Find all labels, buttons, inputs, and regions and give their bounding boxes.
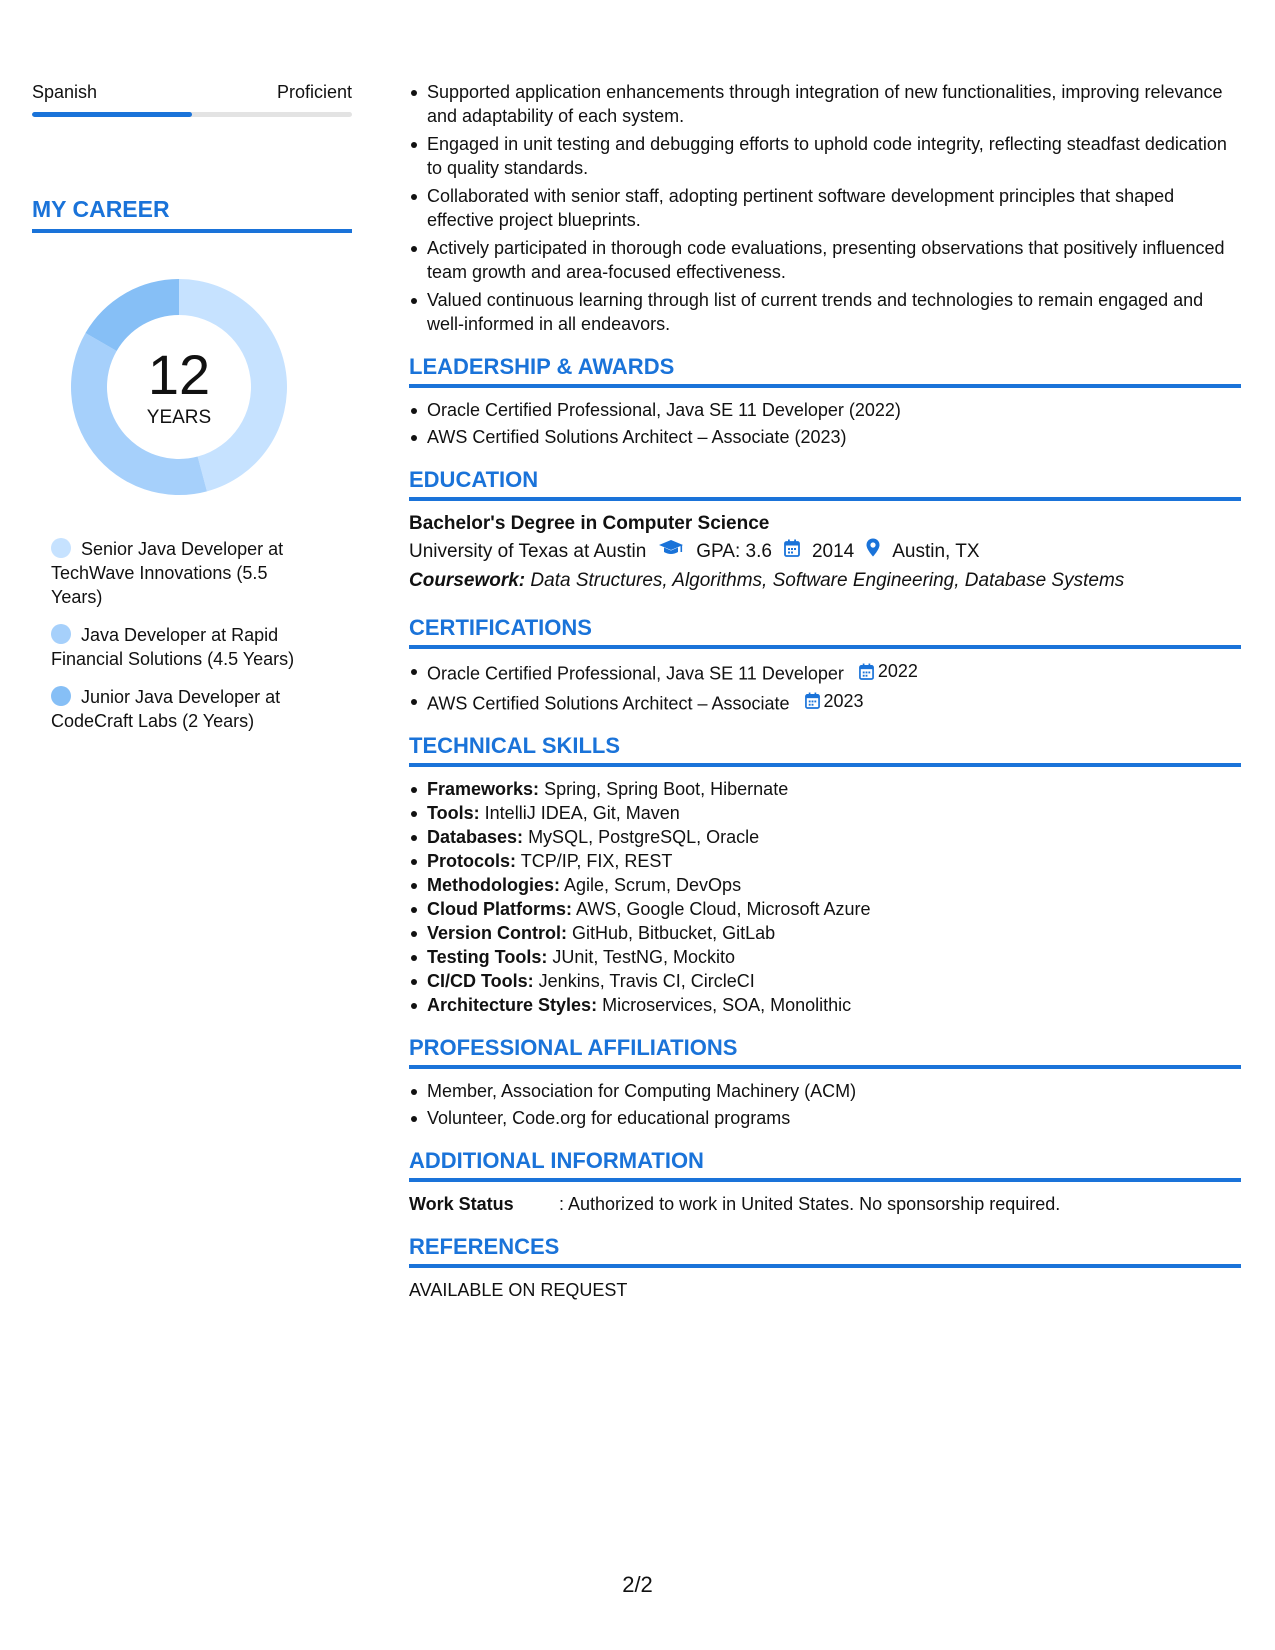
career-total-years: 12 — [147, 343, 211, 406]
education-entry — [409, 511, 1241, 595]
career-total-unit: YEARS — [146, 407, 212, 428]
education-coursework — [409, 567, 1241, 595]
skill-value: GitHub, Bitbucket, GitLab — [572, 923, 776, 943]
work-status-label: Work Status — [409, 1194, 514, 1214]
experience-bullets — [409, 80, 1241, 336]
certification-date — [805, 689, 864, 713]
page-number: 2/2 — [622, 1572, 653, 1597]
location-pin-icon — [866, 537, 880, 567]
donut-center — [66, 274, 292, 500]
career-legend — [51, 537, 321, 747]
skill-value: JUnit, TestNG, Mockito — [552, 947, 736, 967]
list-item: Supported application enhancements through integration of new functionalities, improving relevance and adaptability of each system. — [409, 80, 1241, 128]
list-item — [409, 873, 1241, 897]
references-heading: REFERENCES — [409, 1234, 1241, 1268]
certification-date — [859, 659, 918, 683]
education-location: Austin, TX — [892, 541, 980, 562]
list-item — [409, 993, 1241, 1017]
skill-label: Tools: — [427, 803, 480, 823]
education-heading: EDUCATION — [409, 467, 1241, 501]
list-item — [409, 897, 1241, 921]
graduation-cap-icon — [658, 537, 684, 567]
skill-label: Version Control: — [427, 923, 568, 943]
education-degree: Bachelor's Degree in Computer Science — [409, 513, 770, 534]
language-level: Proficient — [276, 82, 352, 102]
certification-name: Oracle Certified Professional, Java SE 11 Developer — [427, 663, 844, 684]
skill-value: Agile, Scrum, DevOps — [564, 875, 742, 895]
legend-item — [51, 537, 321, 609]
calendar-icon — [805, 692, 820, 709]
list-item: Actively participated in thorough code evaluations, presenting observations that positively influenced team growth and area-focused effectiveness. — [409, 236, 1241, 284]
legend-dot-icon — [51, 538, 71, 558]
skill-label: Databases: — [427, 827, 524, 847]
skill-value: Spring, Spring Boot, Hibernate — [544, 779, 789, 799]
career-donut-chart — [66, 274, 292, 500]
list-item — [409, 777, 1241, 801]
language-block — [32, 80, 352, 117]
list-item — [409, 969, 1241, 993]
list-item: Valued continuous learning through list of current trends and technologies to remain engaged and well-informed in all endeavors. — [409, 288, 1241, 336]
education-details — [409, 537, 1241, 567]
certification-year: 2023 — [823, 690, 864, 711]
list-item — [409, 825, 1241, 849]
career-heading: MY CAREER — [32, 196, 352, 233]
work-status-row — [409, 1192, 1241, 1216]
certifications-list — [409, 659, 1241, 715]
education-year: 2014 — [811, 541, 855, 562]
list-item: AWS Certified Solutions Architect – Associate (2023) — [409, 425, 1241, 449]
calendar-icon — [784, 537, 800, 567]
skill-value: MySQL, PostgreSQL, Oracle — [528, 827, 760, 847]
main-column — [409, 80, 1241, 1302]
skill-label: CI/CD Tools: — [427, 971, 534, 991]
list-item: Oracle Certified Professional, Java SE 11 Developer (2022) — [409, 398, 1241, 422]
list-item: Engaged in unit testing and debugging efforts to uphold code integrity, reflecting steadfast dedication to quality standards. — [409, 132, 1241, 180]
skill-label: Architecture Styles: — [427, 995, 598, 1015]
skills-heading: TECHNICAL SKILLS — [409, 733, 1241, 767]
additional-info-heading: ADDITIONAL INFORMATION — [409, 1148, 1241, 1182]
list-item: Member, Association for Computing Machinery (ACM) — [409, 1079, 1241, 1103]
skills-list — [409, 777, 1241, 1017]
language-proficiency-bar — [32, 112, 352, 117]
list-item — [409, 659, 1241, 686]
skill-label: Frameworks: — [427, 779, 540, 799]
leadership-list — [409, 398, 1241, 449]
legend-item — [51, 623, 321, 671]
legend-label: Java Developer at Rapid Financial Solutions (4.5 Years) — [51, 625, 295, 669]
education-school: University of Texas at Austin — [409, 541, 647, 562]
legend-dot-icon — [51, 624, 71, 644]
references-text: AVAILABLE ON REQUEST — [409, 1280, 628, 1300]
skill-label: Cloud Platforms: — [427, 899, 573, 919]
certification-year: 2022 — [877, 661, 918, 681]
certifications-heading: CERTIFICATIONS — [409, 615, 1241, 649]
work-status-value: : Authorized to work in United States. No sponsorship required. — [559, 1194, 1061, 1214]
language-row — [32, 80, 352, 104]
skill-value: TCP/IP, FIX, REST — [520, 851, 673, 871]
calendar-icon — [859, 663, 874, 680]
skill-value: Microservices, SOA, Monolithic — [602, 995, 852, 1015]
coursework-label: Coursework: — [409, 570, 526, 591]
list-item — [409, 945, 1241, 969]
skill-label: Testing Tools: — [427, 947, 548, 967]
certification-name: AWS Certified Solutions Architect – Associate — [427, 693, 790, 713]
skill-value: Jenkins, Travis CI, CircleCI — [538, 971, 755, 991]
list-item — [409, 921, 1241, 945]
skill-value: AWS, Google Cloud, Microsoft Azure — [576, 899, 871, 919]
list-item — [409, 849, 1241, 873]
language-name: Spanish — [32, 82, 98, 102]
coursework-value: Data Structures, Algorithms, Software Engineering, Database Systems — [530, 570, 1125, 591]
legend-label: Senior Java Developer at TechWave Innovations (5.5 Years) — [51, 539, 284, 607]
skill-label: Protocols: — [427, 851, 517, 871]
skill-label: Methodologies: — [427, 875, 560, 895]
leadership-heading: LEADERSHIP & AWARDS — [409, 354, 1241, 388]
list-item — [409, 801, 1241, 825]
legend-item — [51, 685, 321, 733]
education-gpa: GPA: 3.6 — [696, 541, 772, 562]
list-item: Volunteer, Code.org for educational programs — [409, 1106, 1241, 1130]
legend-label: Junior Java Developer at CodeCraft Labs (2 Years) — [51, 687, 281, 731]
list-item — [409, 689, 1241, 716]
affiliations-list — [409, 1079, 1241, 1130]
list-item: Collaborated with senior staff, adopting pertinent software development principles that shaped effective project blueprints. — [409, 184, 1241, 232]
language-proficiency-fill — [32, 112, 192, 117]
legend-dot-icon — [51, 686, 71, 706]
skill-value: IntelliJ IDEA, Git, Maven — [484, 803, 680, 823]
affiliations-heading: PROFESSIONAL AFFILIATIONS — [409, 1035, 1241, 1069]
